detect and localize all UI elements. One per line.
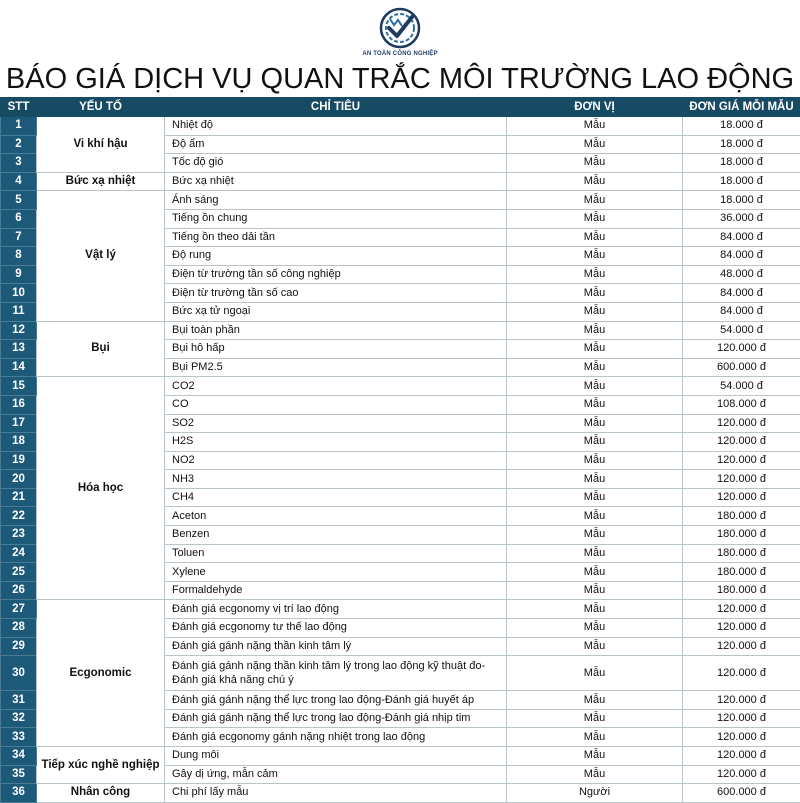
- price-cell: 120.000 đ: [683, 414, 800, 433]
- unit-cell: Mẫu: [507, 563, 683, 582]
- price-cell: 120.000 đ: [683, 765, 800, 784]
- table-row: [1, 172, 800, 191]
- indicator-cell: CO: [165, 395, 507, 414]
- stt-cell: 33: [1, 728, 37, 747]
- stt-cell: 34: [1, 747, 37, 766]
- price-cell: 600.000 đ: [683, 784, 800, 803]
- factor-cell: Vật lý: [37, 191, 165, 321]
- price-cell: 120.000 đ: [683, 600, 800, 619]
- price-cell: 180.000 đ: [683, 507, 800, 526]
- header-unit: ĐƠN VỊ: [507, 98, 683, 117]
- unit-cell: Mẫu: [507, 154, 683, 173]
- indicator-cell: Aceton: [165, 507, 507, 526]
- unit-cell: Mẫu: [507, 135, 683, 154]
- indicator-cell: Toluen: [165, 544, 507, 563]
- indicator-cell: Đánh giá gánh nặng thể lực trong lao động-Đánh giá nhịp tim: [165, 709, 507, 728]
- unit-cell: Mẫu: [507, 488, 683, 507]
- indicator-cell: Ánh sáng: [165, 191, 507, 210]
- unit-cell: Mẫu: [507, 433, 683, 452]
- unit-cell: Mẫu: [507, 414, 683, 433]
- price-cell: 54.000 đ: [683, 377, 800, 396]
- indicator-cell: CH4: [165, 488, 507, 507]
- logo-text: AN TOÀN CÔNG NGHIỆP: [0, 51, 800, 57]
- company-logo: [0, 0, 800, 64]
- factor-cell: Tiếp xúc nghề nghiệp: [37, 747, 165, 784]
- stt-cell: 6: [1, 209, 37, 228]
- factor-cell: Ecgonomic: [37, 600, 165, 747]
- indicator-cell: Điện từ trường tần số công nghiệp: [165, 265, 507, 284]
- indicator-cell: Đánh giá gánh nặng thể lực trong lao động-Đánh giá huyết áp: [165, 691, 507, 710]
- unit-cell: Mẫu: [507, 191, 683, 210]
- table-row: [1, 117, 800, 136]
- stt-cell: 23: [1, 526, 37, 545]
- stt-cell: 18: [1, 433, 37, 452]
- unit-cell: Mẫu: [507, 377, 683, 396]
- unit-cell: Mẫu: [507, 765, 683, 784]
- stt-cell: 4: [1, 172, 37, 191]
- indicator-cell: Tốc độ gió: [165, 154, 507, 173]
- price-cell: 18.000 đ: [683, 117, 800, 136]
- indicator-cell: Formaldehyde: [165, 581, 507, 600]
- indicator-cell: H2S: [165, 433, 507, 452]
- header-stt: STT: [1, 98, 37, 117]
- stt-cell: 9: [1, 265, 37, 284]
- page-title: BÁO GIÁ DỊCH VỤ QUAN TRẮC MÔI TRƯỜNG LAO ĐỘNG: [0, 62, 800, 96]
- unit-cell: Mẫu: [507, 395, 683, 414]
- unit-cell: Mẫu: [507, 747, 683, 766]
- stt-cell: 1: [1, 117, 37, 136]
- stt-cell: 25: [1, 563, 37, 582]
- price-cell: 120.000 đ: [683, 619, 800, 638]
- indicator-cell: Đánh giá ecgonomy gánh nặng nhiệt trong lao động: [165, 728, 507, 747]
- unit-cell: Mẫu: [507, 321, 683, 340]
- indicator-cell: Xylene: [165, 563, 507, 582]
- unit-cell: Mẫu: [507, 117, 683, 136]
- price-cell: 84.000 đ: [683, 284, 800, 303]
- indicator-cell: Điện từ trường tần số cao: [165, 284, 507, 303]
- stt-cell: 35: [1, 765, 37, 784]
- table-row: [1, 747, 800, 766]
- table-row: [1, 377, 800, 396]
- indicator-cell: Đánh giá gánh nặng thần kinh tâm lý trong lao động kỹ thuật đo-Đánh giá khả năng chú ý: [165, 656, 507, 691]
- table-body: [1, 117, 800, 803]
- price-cell: 18.000 đ: [683, 191, 800, 210]
- price-cell: 180.000 đ: [683, 526, 800, 545]
- stt-cell: 22: [1, 507, 37, 526]
- price-cell: 180.000 đ: [683, 563, 800, 582]
- unit-cell: Mẫu: [507, 358, 683, 377]
- stt-cell: 16: [1, 395, 37, 414]
- stt-cell: 10: [1, 284, 37, 303]
- price-cell: 120.000 đ: [683, 728, 800, 747]
- unit-cell: Mẫu: [507, 691, 683, 710]
- table-row: [1, 191, 800, 210]
- indicator-cell: NO2: [165, 451, 507, 470]
- stt-cell: 24: [1, 544, 37, 563]
- price-cell: 18.000 đ: [683, 135, 800, 154]
- stt-cell: 30: [1, 656, 37, 691]
- unit-cell: Mẫu: [507, 526, 683, 545]
- table-row: [1, 600, 800, 619]
- unit-cell: Mẫu: [507, 172, 683, 191]
- price-cell: 180.000 đ: [683, 581, 800, 600]
- stt-cell: 7: [1, 228, 37, 247]
- factor-cell: Nhân công: [37, 784, 165, 803]
- indicator-cell: Chi phí lấy mẫu: [165, 784, 507, 803]
- price-cell: 18.000 đ: [683, 154, 800, 173]
- stt-cell: 17: [1, 414, 37, 433]
- unit-cell: Mẫu: [507, 637, 683, 656]
- unit-cell: Mẫu: [507, 451, 683, 470]
- header-indicator: CHỈ TIÊU: [165, 98, 507, 117]
- gear-check-logo-icon: [370, 4, 430, 54]
- stt-cell: 36: [1, 784, 37, 803]
- factor-cell: Bức xạ nhiệt: [37, 172, 165, 191]
- indicator-cell: Độ rung: [165, 247, 507, 266]
- unit-cell: Mẫu: [507, 619, 683, 638]
- indicator-cell: Dung môi: [165, 747, 507, 766]
- indicator-cell: Gây dị ứng, mẫn cảm: [165, 765, 507, 784]
- indicator-cell: CO2: [165, 377, 507, 396]
- unit-cell: Mẫu: [507, 544, 683, 563]
- table-row: [1, 321, 800, 340]
- header-factor: YẾU TỐ: [37, 98, 165, 117]
- stt-cell: 13: [1, 340, 37, 359]
- stt-cell: 32: [1, 709, 37, 728]
- indicator-cell: Đánh giá gánh nặng thần kinh tâm lý: [165, 637, 507, 656]
- stt-cell: 28: [1, 619, 37, 638]
- price-cell: 120.000 đ: [683, 340, 800, 359]
- price-cell: 120.000 đ: [683, 470, 800, 489]
- stt-cell: 2: [1, 135, 37, 154]
- unit-cell: Mẫu: [507, 507, 683, 526]
- indicator-cell: Độ ẩm: [165, 135, 507, 154]
- unit-cell: Mẫu: [507, 600, 683, 619]
- stt-cell: 11: [1, 302, 37, 321]
- unit-cell: Mẫu: [507, 709, 683, 728]
- unit-cell: Mẫu: [507, 284, 683, 303]
- price-cell: 120.000 đ: [683, 451, 800, 470]
- price-cell: 84.000 đ: [683, 228, 800, 247]
- price-cell: 84.000 đ: [683, 247, 800, 266]
- price-cell: 600.000 đ: [683, 358, 800, 377]
- indicator-cell: NH3: [165, 470, 507, 489]
- indicator-cell: Đánh giá ecgonomy tư thế lao động: [165, 619, 507, 638]
- factor-cell: Bụi: [37, 321, 165, 377]
- price-table: [0, 97, 800, 803]
- unit-cell: Mẫu: [507, 340, 683, 359]
- stt-cell: 29: [1, 637, 37, 656]
- price-cell: 54.000 đ: [683, 321, 800, 340]
- price-cell: 36.000 đ: [683, 209, 800, 228]
- unit-cell: Mẫu: [507, 265, 683, 284]
- price-cell: 18.000 đ: [683, 172, 800, 191]
- stt-cell: 3: [1, 154, 37, 173]
- price-cell: 120.000 đ: [683, 656, 800, 691]
- factor-cell: Hóa học: [37, 377, 165, 600]
- indicator-cell: Đánh giá ecgonomy vị trí lao động: [165, 600, 507, 619]
- factor-cell: Vi khí hậu: [37, 117, 165, 173]
- indicator-cell: Bụi PM2.5: [165, 358, 507, 377]
- stt-cell: 31: [1, 691, 37, 710]
- unit-cell: Mẫu: [507, 581, 683, 600]
- unit-cell: Mẫu: [507, 247, 683, 266]
- indicator-cell: Tiếng ồn chung: [165, 209, 507, 228]
- indicator-cell: Tiếng ồn theo dải tần: [165, 228, 507, 247]
- table-header-row: [1, 98, 800, 117]
- indicator-cell: Bụi hô hấp: [165, 340, 507, 359]
- header-price: ĐƠN GIÁ MỖI MẪU: [683, 98, 800, 117]
- price-cell: 84.000 đ: [683, 302, 800, 321]
- indicator-cell: Nhiệt độ: [165, 117, 507, 136]
- stt-cell: 12: [1, 321, 37, 340]
- price-cell: 48.000 đ: [683, 265, 800, 284]
- stt-cell: 15: [1, 377, 37, 396]
- indicator-cell: Bụi toàn phần: [165, 321, 507, 340]
- price-cell: 108.000 đ: [683, 395, 800, 414]
- unit-cell: Mẫu: [507, 209, 683, 228]
- stt-cell: 26: [1, 581, 37, 600]
- indicator-cell: SO2: [165, 414, 507, 433]
- indicator-cell: Benzen: [165, 526, 507, 545]
- stt-cell: 21: [1, 488, 37, 507]
- stt-cell: 14: [1, 358, 37, 377]
- price-cell: 180.000 đ: [683, 544, 800, 563]
- stt-cell: 8: [1, 247, 37, 266]
- price-cell: 120.000 đ: [683, 691, 800, 710]
- stt-cell: 20: [1, 470, 37, 489]
- table-row: [1, 784, 800, 803]
- indicator-cell: Bức xạ tử ngoại: [165, 302, 507, 321]
- indicator-cell: Bức xạ nhiệt: [165, 172, 507, 191]
- unit-cell: Mẫu: [507, 656, 683, 691]
- stt-cell: 19: [1, 451, 37, 470]
- unit-cell: Mẫu: [507, 728, 683, 747]
- unit-cell: Người: [507, 784, 683, 803]
- unit-cell: Mẫu: [507, 302, 683, 321]
- price-cell: 120.000 đ: [683, 433, 800, 452]
- price-cell: 120.000 đ: [683, 709, 800, 728]
- price-cell: 120.000 đ: [683, 488, 800, 507]
- stt-cell: 5: [1, 191, 37, 210]
- unit-cell: Mẫu: [507, 228, 683, 247]
- price-cell: 120.000 đ: [683, 637, 800, 656]
- price-cell: 120.000 đ: [683, 747, 800, 766]
- unit-cell: Mẫu: [507, 470, 683, 489]
- stt-cell: 27: [1, 600, 37, 619]
